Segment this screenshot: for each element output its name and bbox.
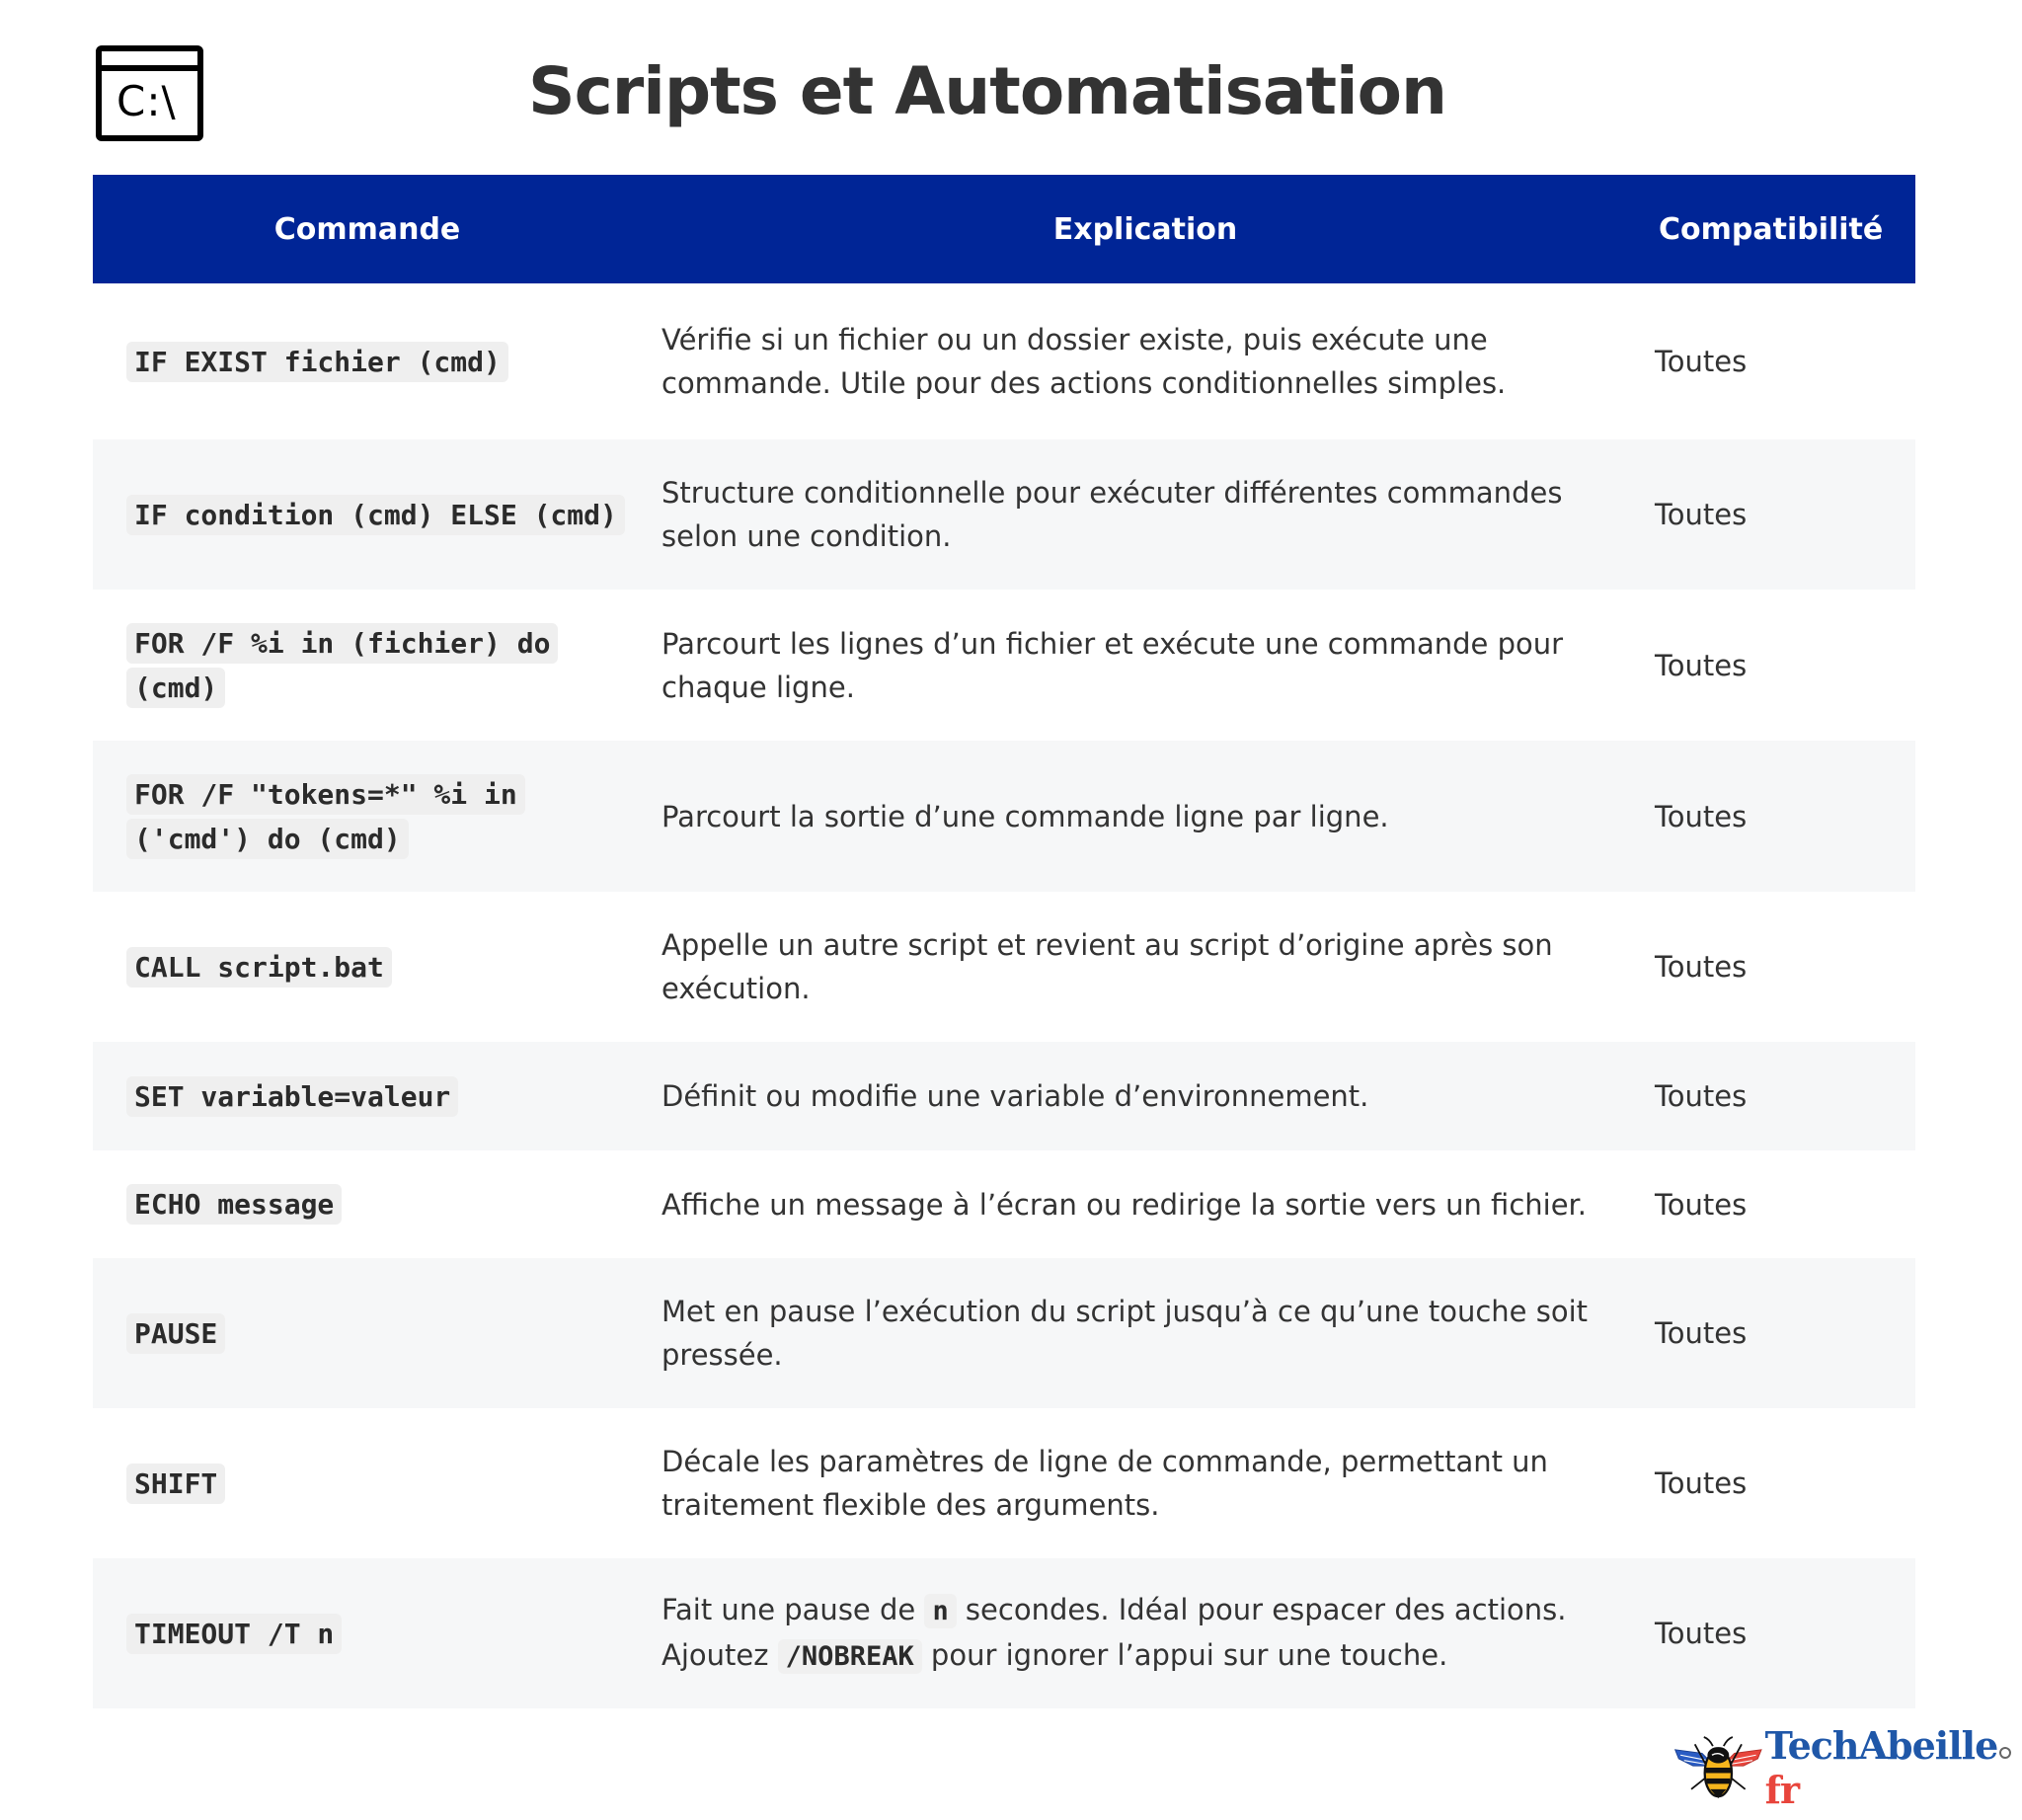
page-title: Scripts et Automatisation [528, 53, 1446, 129]
explanation-text: Fait une pause de [661, 1593, 925, 1626]
prompt-text: C:\ [117, 77, 177, 125]
command-code: FOR /F "tokens=*" %i in ('cmd') do (cmd) [126, 774, 525, 859]
command-code: SHIFT [126, 1464, 225, 1504]
compatibility-cell: Toutes [1655, 498, 1748, 531]
command-code: IF EXIST fichier (cmd) [126, 342, 508, 382]
compatibility-cell: Toutes [1655, 1617, 1748, 1650]
compatibility-cell: Toutes [1655, 345, 1748, 378]
explanation-cell: Décale les paramètres de ligne de commande, permettant un traitement flexible des arguments. [661, 1445, 1548, 1522]
bee-icon [1672, 1730, 1765, 1805]
explanation-cell: Définit ou modifie une variable d’environnement. [661, 1079, 1369, 1113]
column-header-explication: Explication [1052, 211, 1238, 247]
explanation-cell: Vérifie si un fichier ou un dossier existe, puis exécute une commande. Utile pour des actions conditionnelles simples. [661, 323, 1507, 400]
table-row [93, 1150, 1915, 1258]
table-row [93, 283, 1915, 439]
brand-tld: fr [1764, 1768, 1800, 1812]
inline-code-n: n [924, 1594, 956, 1628]
command-code: FOR /F %i in (fichier) do (cmd) [126, 623, 558, 708]
table-row [93, 590, 1915, 741]
explanation-cell: Appelle un autre script et revient au script d’origine après son exécution. [661, 928, 1553, 1005]
table-header [93, 175, 1915, 283]
techabeille-logo [1672, 1723, 2022, 1812]
table-row [93, 1408, 1915, 1558]
compatibility-cell: Toutes [1655, 1316, 1748, 1350]
table-row [93, 741, 1915, 892]
explanation-cell: Met en pause l’exécution du script jusqu’à ce qu’une touche soit pressée. [661, 1295, 1588, 1372]
compatibility-cell: Toutes [1655, 1079, 1748, 1113]
explanation-cell [642, 1588, 1649, 1679]
explanation-cell: Parcourt les lignes d’un fichier et exécute une commande pour chaque ligne. [661, 626, 1564, 704]
dot-icon [1999, 1747, 2011, 1759]
explanation-cell: Affiche un message à l’écran ou redirige la sortie vers un fichier. [661, 1187, 1588, 1222]
command-code: CALL script.bat [126, 947, 392, 988]
command-code: ECHO message [126, 1184, 342, 1225]
command-code: PAUSE [126, 1313, 225, 1354]
inline-code-nobreak: /NOBREAK [778, 1639, 922, 1674]
table-row [93, 439, 1915, 590]
explanation-cell: Structure conditionnelle pour exécuter différentes commandes selon une condition. [661, 476, 1563, 553]
compatibility-cell: Toutes [1655, 799, 1748, 833]
command-code: SET variable=valeur [126, 1076, 458, 1117]
compatibility-cell: Toutes [1655, 648, 1748, 682]
table-row [93, 1042, 1915, 1150]
table-row [93, 1558, 1915, 1708]
brand-text: TechAbeille [1764, 1723, 1998, 1768]
brand-name [1765, 1723, 2022, 1812]
column-header-compatibilite: Compatibilité [1659, 211, 1884, 247]
table-row [93, 892, 1915, 1042]
command-code: TIMEOUT /T n [126, 1614, 342, 1654]
compatibility-cell: Toutes [1655, 1466, 1748, 1500]
explanation-text: secondes. Idéal pour espacer des actions. Ajoutez [661, 1593, 1567, 1672]
compatibility-cell: Toutes [1655, 950, 1748, 984]
column-header-commande: Commande [273, 211, 461, 247]
explanation-text: pour ignorer l’appui sur une touche. [921, 1638, 1448, 1672]
commands-table [93, 175, 1915, 1708]
table-row [93, 1258, 1915, 1408]
command-code: IF condition (cmd) ELSE (cmd) [126, 495, 625, 535]
compatibility-cell: Toutes [1655, 1187, 1748, 1222]
explanation-cell: Parcourt la sortie d’une commande ligne par ligne. [661, 799, 1389, 833]
